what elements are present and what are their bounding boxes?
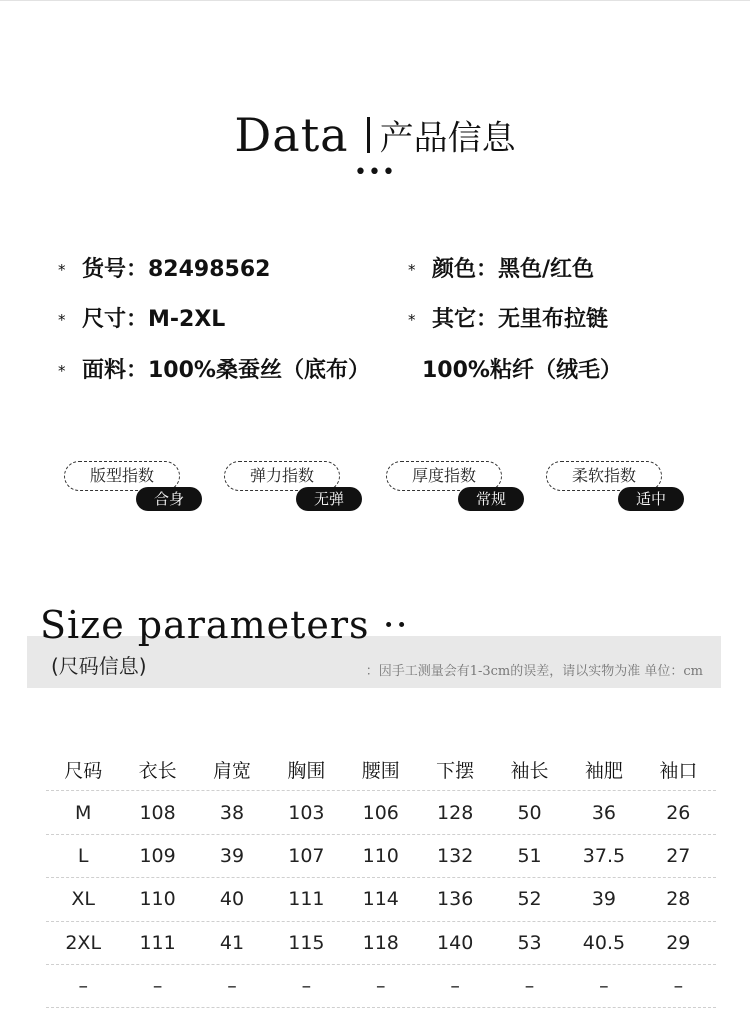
table-cell: 140	[437, 931, 474, 954]
table-header-cell: 衣长	[138, 759, 177, 782]
table-cell: 26	[666, 801, 691, 824]
table-header-cell: 下摆	[436, 759, 475, 782]
index-thickness	[386, 461, 526, 517]
table-cell: 106	[362, 801, 399, 824]
table-header-cell: 袖长	[510, 759, 549, 782]
measurement-note: ：因手工测量会有1-3cm的误差，请以实物为准 单位：cm	[365, 664, 703, 679]
fabric-text: 面料：100%桑蚕丝（底布）	[82, 358, 370, 383]
index-value-badge: 无弹	[296, 487, 362, 511]
table-cell: 41	[219, 931, 245, 954]
star-bullet-icon: *	[58, 261, 66, 279]
table-cell: 38	[219, 801, 245, 824]
table-cell: –	[152, 975, 163, 998]
star-bullet-icon: *	[408, 311, 416, 329]
table-header-cell: 袖肥	[584, 759, 623, 782]
table-cell: 115	[288, 931, 325, 954]
title-english: Data	[234, 108, 349, 162]
index-value-badge: 常规	[458, 487, 524, 511]
title-dots: •••	[354, 160, 396, 185]
table-cell: 103	[288, 801, 325, 824]
table-cell: 39	[219, 844, 245, 867]
index-elasticity	[224, 461, 364, 517]
table-cell: 39	[591, 888, 617, 911]
info-color	[408, 252, 594, 283]
table-cell: 50	[517, 801, 542, 824]
index-softness	[546, 461, 686, 517]
table-cell: 28	[666, 888, 691, 911]
table-cell: 132	[437, 844, 474, 867]
size-table	[46, 748, 716, 1008]
page-title	[0, 108, 750, 162]
star-bullet-icon: *	[58, 311, 66, 329]
title-chinese: 产品信息	[379, 118, 516, 159]
star-bullet-icon: *	[58, 362, 66, 380]
table-cell: 52	[517, 888, 542, 911]
table-cell: 29	[666, 931, 691, 954]
table-cell: –	[450, 975, 460, 998]
table-cell: M	[74, 801, 92, 824]
table-cell: 2XL	[65, 931, 102, 954]
table-cell: 111	[288, 888, 325, 911]
table-cell: L	[77, 844, 89, 867]
size-subtitle: (尺码信息)	[51, 654, 147, 678]
index-label: 柔软指数	[546, 461, 662, 491]
top-divider	[0, 0, 750, 1]
table-cell: –	[599, 975, 609, 998]
table-row	[46, 922, 716, 965]
table-row	[46, 835, 716, 878]
index-value-badge: 合身	[136, 487, 202, 511]
table-row	[46, 791, 716, 834]
info-other	[408, 302, 608, 333]
table-cell: –	[227, 975, 237, 998]
table-cell: XL	[71, 888, 95, 911]
index-value-badge: 适中	[618, 487, 684, 511]
size-title: Size parameters ··	[40, 603, 409, 647]
table-header-cell: 肩宽	[212, 759, 251, 782]
index-label: 厚度指数	[386, 461, 502, 491]
table-cell: 51	[517, 844, 542, 867]
table-cell: 110	[139, 888, 176, 911]
index-fit	[64, 461, 204, 517]
item-number-text: 货号：82498562	[82, 257, 271, 282]
table-header-cell: 尺码	[64, 759, 103, 782]
table-row	[46, 878, 716, 921]
table-cell: 111	[139, 931, 176, 954]
table-cell: 37.5	[582, 844, 626, 867]
table-cell: 114	[362, 888, 399, 911]
table-cell: 53	[517, 931, 542, 954]
table-header-cell: 腰围	[361, 759, 400, 782]
index-label: 版型指数	[64, 461, 180, 491]
table-header-cell: 胸围	[287, 759, 326, 782]
table-cell: –	[524, 975, 535, 998]
info-size	[58, 302, 225, 333]
table-header-cell: 袖口	[659, 759, 698, 782]
table-cell: –	[376, 975, 386, 998]
table-row	[46, 965, 716, 1008]
index-label: 弹力指数	[224, 461, 340, 491]
table-cell: 136	[437, 888, 474, 911]
table-header-row	[46, 748, 716, 791]
table-cell: 27	[666, 844, 691, 867]
info-item-number	[58, 252, 270, 283]
table-cell: 118	[362, 931, 399, 954]
table-cell: 36	[591, 801, 617, 824]
color-text: 颜色：黑色/红色	[432, 257, 595, 282]
table-cell: –	[673, 975, 684, 998]
table-cell: 109	[139, 844, 176, 867]
info-fabric	[58, 353, 370, 384]
table-cell: –	[78, 975, 88, 998]
title-divider	[367, 117, 370, 153]
table-cell: 40.5	[582, 931, 626, 954]
size-text: 尺寸：M-2XL	[82, 307, 226, 332]
table-cell: 40	[219, 888, 245, 911]
table-cell: 128	[437, 801, 474, 824]
info-fabric-extra: 100%粘纤（绒毛）	[422, 358, 622, 383]
star-bullet-icon: *	[408, 261, 416, 279]
table-cell: 108	[139, 801, 176, 824]
table-cell: –	[301, 975, 312, 998]
table-cell: 107	[288, 844, 325, 867]
other-text: 其它：无里布拉链	[432, 307, 609, 332]
table-cell: 110	[362, 844, 399, 867]
